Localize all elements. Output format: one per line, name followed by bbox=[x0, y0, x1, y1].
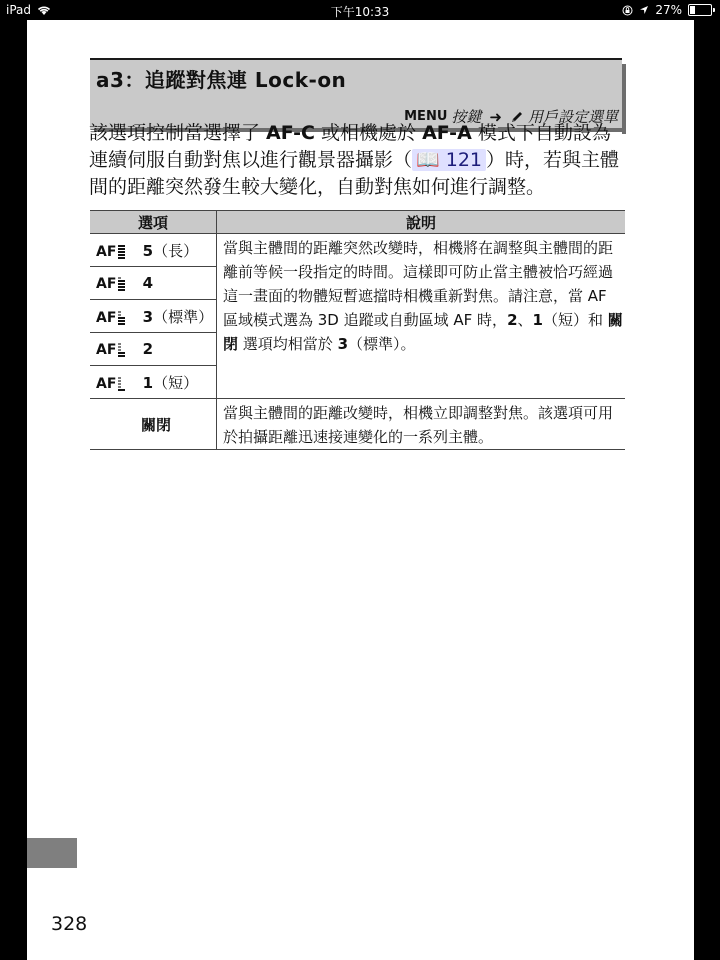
column-header-option: 選項 bbox=[90, 211, 217, 234]
menu-button-label: 按鍵 bbox=[451, 108, 482, 126]
page-reference-link[interactable] bbox=[412, 149, 486, 171]
column-header-description: 說明 bbox=[217, 211, 626, 234]
table-row bbox=[90, 399, 625, 450]
option-5 bbox=[90, 234, 217, 267]
table-row bbox=[90, 234, 625, 267]
section-title: a3：追蹤對焦連 Lock-on bbox=[96, 68, 347, 92]
option-off: 關閉 bbox=[90, 399, 217, 450]
clock: 下午10:33 bbox=[330, 5, 390, 19]
intro-paragraph bbox=[89, 120, 629, 201]
af-tracking-icon: AF bbox=[96, 276, 125, 292]
option-number: 2 bbox=[142, 340, 154, 358]
af-c-mode: AF-C bbox=[266, 122, 315, 144]
battery-percent: 27% bbox=[655, 3, 682, 17]
page-number: 328 bbox=[51, 913, 88, 935]
section-tab bbox=[27, 838, 77, 868]
reference-page-number: 121 bbox=[445, 149, 482, 171]
af-tracking-icon: AF bbox=[96, 244, 125, 260]
option-label: （標準） bbox=[153, 307, 214, 326]
status-bar bbox=[0, 0, 720, 20]
intro-text: 模式下自動設為連續伺服自動對焦以進行觀景器攝影（ bbox=[89, 122, 611, 171]
table-header-row bbox=[90, 211, 625, 234]
option-3 bbox=[90, 300, 217, 333]
option-label: （長） bbox=[153, 241, 199, 260]
orientation-lock-icon bbox=[622, 5, 633, 16]
option-2 bbox=[90, 333, 217, 366]
option-number: 1 bbox=[142, 373, 154, 392]
intro-text: 或相機處於 bbox=[314, 122, 423, 144]
book-icon: 📖 bbox=[416, 149, 440, 171]
off-description: 當與主體間的距離改變時，相機立即調整對焦。該選項可用於拍攝距離迅速接連變化的一系列主體。 bbox=[217, 399, 626, 450]
af-a-mode: AF-A bbox=[422, 122, 472, 144]
device-label: iPad bbox=[6, 3, 32, 17]
option-label: （短） bbox=[153, 373, 199, 392]
location-icon bbox=[639, 5, 649, 15]
af-tracking-icon: AF bbox=[96, 310, 125, 326]
menu-label: MENU bbox=[404, 109, 448, 124]
option-number: 3 bbox=[142, 307, 154, 326]
delay-description: 當與主體間的距離突然改變時，相機將在調整與主體間的距離前等候一段指定的時間。這樣即可防止當主體被恰巧經過這一畫面的物體短暫遮擋時相機重新對焦。請注意，當 AF 區域模式選為 3D 追蹤或自動區域 AF 時，2、1（短）和 關閉 選項均相當於 3（標準）。 bbox=[217, 234, 626, 399]
battery-icon bbox=[688, 4, 712, 16]
options-table bbox=[90, 210, 625, 450]
intro-text: ）時，若與主體間的距離突然發生較大變化，自動對焦如何進行調整。 bbox=[89, 149, 620, 198]
af-tracking-icon: AF bbox=[96, 376, 125, 392]
option-number: 5 bbox=[142, 241, 154, 260]
option-1 bbox=[90, 366, 217, 399]
intro-text: 該選項控制當選擇了 bbox=[89, 122, 267, 144]
af-tracking-icon: AF bbox=[96, 342, 125, 358]
arrow-icon: ➜ bbox=[489, 107, 502, 126]
option-4 bbox=[90, 267, 217, 300]
option-number: 4 bbox=[142, 274, 154, 292]
book-page bbox=[27, 20, 694, 960]
custom-settings-menu-label: 用戶設定選單 bbox=[527, 108, 618, 126]
